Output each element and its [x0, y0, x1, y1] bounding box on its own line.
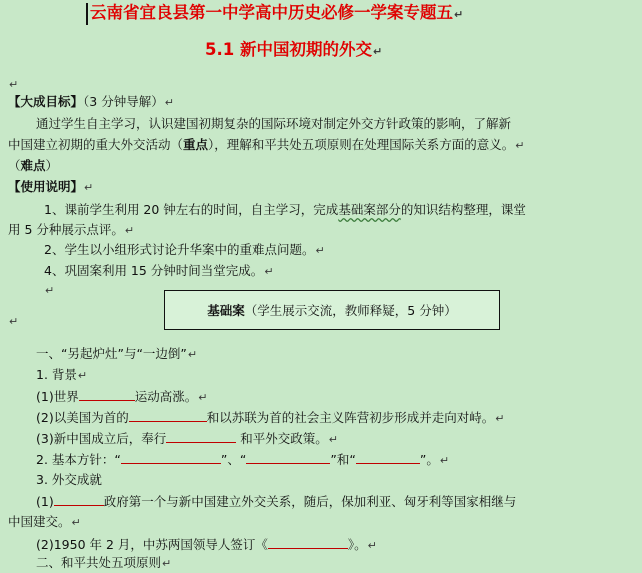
usage-heading: 【使用说明】↵ [8, 179, 94, 194]
basic-case-box: 基础案 （学生展示交流，教师释疑，5 分钟） [164, 290, 500, 330]
empty-paragraph: ↵ [9, 315, 19, 328]
background-item-3: (3)新中国成立后，奉行 和平外交政策。↵ [36, 431, 338, 446]
background-item-1: (1)世界 运动高涨。↵ [36, 389, 208, 404]
background-item-2: (2)以美国为首的 和以苏联为首的社会主义阵营初步形成并走向对峙。↵ [36, 410, 505, 425]
empty-paragraph: ↵ [45, 284, 55, 297]
goal-text-line1: 通过学生自主学习，认识建国初期复杂的国际环境对制定外交方针政策的影响，了解新 [36, 116, 512, 131]
empty-paragraph: ↵ [9, 78, 19, 91]
lesson-title: 5.1 新中国初期的外交↵ [205, 40, 383, 59]
section-1-heading: 一、“另起炉灶”与“一边倒”↵ [36, 346, 198, 361]
achievements-label: 3. 外交成就 [36, 472, 102, 487]
usage-item-1-cont: 用 5 分种展示点评。↵ [8, 222, 135, 237]
achievement-item-1-cont: 中国建交。↵ [8, 514, 81, 529]
basic-policy: 2. 基本方针：“ ”、“ ”和“ ”。↵ [36, 452, 450, 467]
page-title: 云南省宜良县第一中学高中历史必修一学案专题五↵ [86, 3, 463, 25]
goal-text-line2: 中国建立初期的重大外交活动（重点），理解和平共处五项原则在处理国际关系方面的意义。↵ [8, 137, 525, 152]
section-2-heading: 二、和平共处五项原则↵ [36, 555, 172, 570]
achievement-item-2: (2)1950 年 2 月，中苏两国领导人签订《 》。↵ [36, 537, 377, 552]
background-label: 1. 背景↵ [36, 367, 88, 382]
usage-item-1: 1、课前学生利用 20 钟左右的时间，自主学习，完成基础案部分的知识结构整理，课堂 [44, 202, 526, 217]
usage-item-3: 4、巩固案利用 15 分钟时间当堂完成。↵ [44, 263, 274, 278]
goal-heading: 【大成目标】（3 分钟导解）↵ [8, 94, 174, 109]
goal-text-line3: （难点） [8, 158, 59, 173]
achievement-item-1: (1) 政府第一个与新中国建立外交关系，随后，保加利亚、匈牙利等国家相继与 [36, 494, 517, 509]
usage-item-2: 2、学生以小组形式讨论升华案中的重难点问题。↵ [44, 242, 325, 257]
